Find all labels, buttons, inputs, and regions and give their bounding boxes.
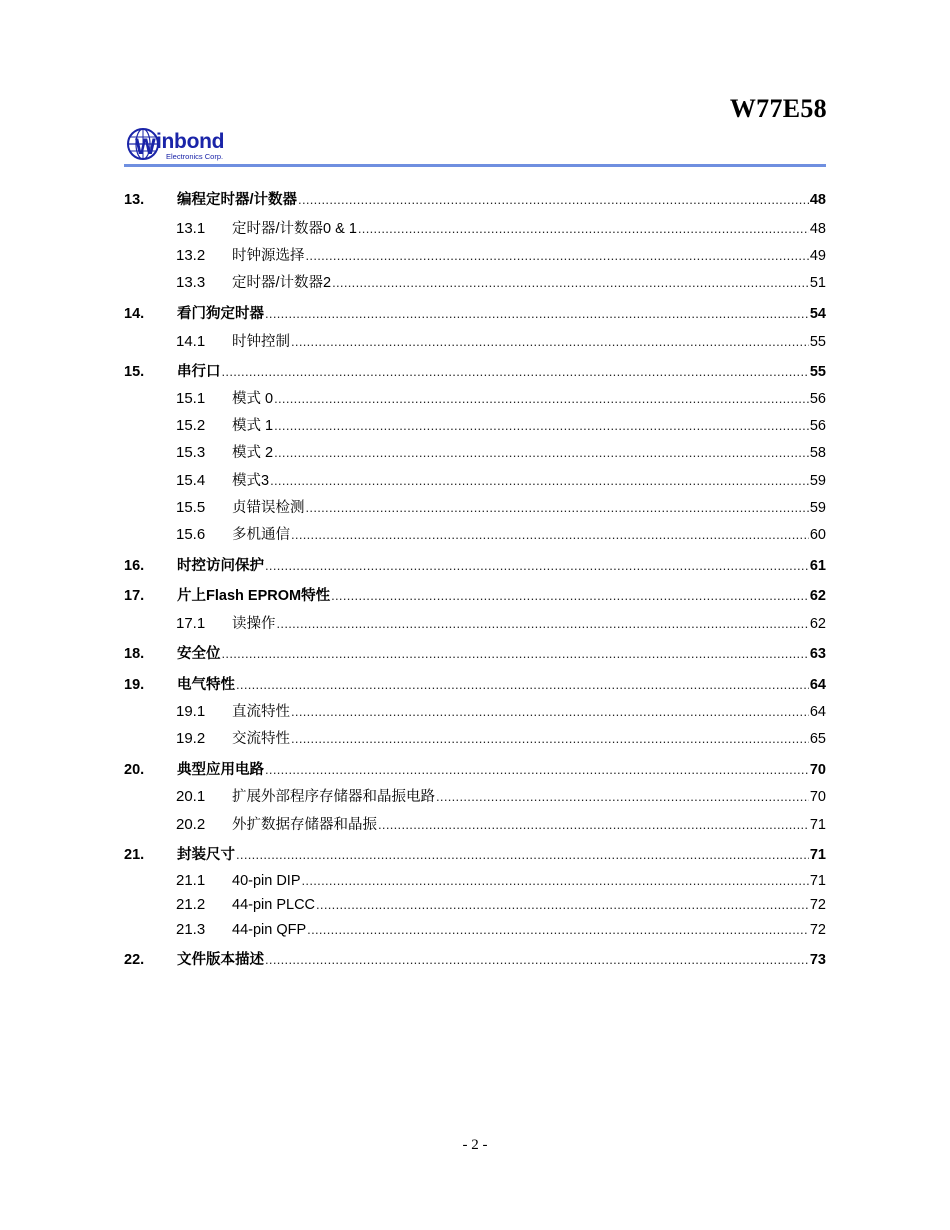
toc-entry-number: 17. xyxy=(124,588,145,604)
toc-entry-subsection[interactable] xyxy=(124,613,826,633)
toc-entry-number: 15.5 xyxy=(176,499,206,516)
toc-entry-title: 模式3 xyxy=(232,473,270,489)
toc-entry-page: 70 xyxy=(809,789,826,805)
toc-entry-number: 16. xyxy=(124,558,145,574)
toc-entry-title: 时钟源选择 xyxy=(232,248,305,264)
toc-entry-title: 模式 1 xyxy=(232,418,274,434)
dot-leader xyxy=(236,676,809,694)
toc-entry-section[interactable] xyxy=(124,303,826,323)
toc-entry-number: 13.1 xyxy=(176,220,206,237)
toc-entry-page: 71 xyxy=(809,847,826,863)
toc-entry-page: 59 xyxy=(809,473,826,489)
toc-entry-title: 看门狗定时器 xyxy=(177,306,264,322)
toc-entry-number: 19. xyxy=(124,677,145,693)
toc-entry-section[interactable] xyxy=(124,949,826,969)
logo-initial: W xyxy=(135,134,156,159)
toc-entry-subsection[interactable] xyxy=(124,388,826,408)
toc-entry-title: 典型应用电路 xyxy=(177,762,264,778)
dot-leader xyxy=(265,557,809,575)
toc-entry-subsection[interactable] xyxy=(124,331,826,351)
toc-entry-title: 串行口 xyxy=(177,364,221,380)
toc-entry-title: 定时器/计数器2 xyxy=(232,275,332,291)
toc-entry-title: 读操作 xyxy=(232,616,276,632)
toc-entry-page: 59 xyxy=(809,500,826,516)
toc-entry-title: 40-pin DIP xyxy=(232,873,301,889)
toc-entry-section[interactable] xyxy=(124,555,826,575)
toc-entry-title: 封装尺寸 xyxy=(177,847,235,863)
dot-leader xyxy=(331,587,809,605)
toc-entry-subsection[interactable] xyxy=(124,218,826,238)
toc-entry-page: 73 xyxy=(809,952,826,968)
toc-entry-subsection[interactable] xyxy=(124,894,826,914)
toc-entry-page: 72 xyxy=(809,922,826,938)
header-rule xyxy=(124,164,826,167)
toc-entry-number: 21. xyxy=(124,847,145,863)
toc-entry-subsection[interactable] xyxy=(124,870,826,890)
dot-leader xyxy=(274,444,809,462)
toc-entry-number: 13.3 xyxy=(176,274,206,291)
toc-entry-page: 56 xyxy=(809,391,826,407)
dot-leader xyxy=(265,305,809,323)
toc-entry-section[interactable] xyxy=(124,643,826,663)
dot-leader xyxy=(265,761,809,779)
toc-entry-title: 44-pin PLCC xyxy=(232,897,316,913)
toc-entry-title: 44-pin QFP xyxy=(232,922,307,938)
document-title: W77E58 xyxy=(729,94,827,123)
toc-entry-number: 21.1 xyxy=(176,872,206,889)
toc-entry-subsection[interactable] xyxy=(124,524,826,544)
toc-entry-number: 15. xyxy=(124,364,145,380)
toc-entry-number: 14. xyxy=(124,306,145,322)
logo-subtitle: Electronics Corp. xyxy=(166,152,224,161)
toc-entry-section[interactable] xyxy=(124,844,826,864)
toc-entry-number: 13.2 xyxy=(176,247,206,264)
toc-entry-page: 58 xyxy=(809,445,826,461)
toc-entry-section[interactable] xyxy=(124,361,826,381)
toc-entry-number: 20. xyxy=(124,762,145,778)
toc-entry-title: 电气特性 xyxy=(177,677,235,693)
toc-entry-subsection[interactable] xyxy=(124,701,826,721)
dot-leader xyxy=(306,247,809,265)
dot-leader xyxy=(436,788,809,806)
toc-entry-subsection[interactable] xyxy=(124,786,826,806)
dot-leader xyxy=(274,390,809,408)
dot-leader xyxy=(274,417,809,435)
toc-entry-page: 54 xyxy=(809,306,826,322)
toc-entry-number: 15.3 xyxy=(176,444,206,461)
dot-leader xyxy=(306,499,809,517)
toc-entry-section[interactable] xyxy=(124,585,826,605)
toc-entry-number: 21.3 xyxy=(176,921,206,938)
toc-entry-number: 14.1 xyxy=(176,333,206,350)
dot-leader xyxy=(291,703,809,721)
toc-entry-page: 55 xyxy=(809,364,826,380)
toc-entry-number: 17.1 xyxy=(176,615,206,632)
toc-entry-number: 15.1 xyxy=(176,390,206,407)
dot-leader xyxy=(302,872,809,890)
toc-entry-subsection[interactable] xyxy=(124,814,826,834)
winbond-logo xyxy=(126,126,256,164)
toc-entry-number: 15.4 xyxy=(176,472,206,489)
toc-entry-title: 模式 2 xyxy=(232,445,274,461)
toc-entry-number: 13. xyxy=(124,192,145,208)
toc-entry-page: 62 xyxy=(809,616,826,632)
toc-entry-subsection[interactable] xyxy=(124,442,826,462)
dot-leader xyxy=(298,191,809,209)
toc-entry-title: 外扩数据存储器和晶振 xyxy=(232,817,377,833)
dot-leader xyxy=(222,645,809,663)
toc-entry-subsection[interactable] xyxy=(124,272,826,292)
toc-entry-page: 56 xyxy=(809,418,826,434)
toc-entry-page: 63 xyxy=(809,646,826,662)
toc-entry-page: 72 xyxy=(809,897,826,913)
dot-leader xyxy=(277,615,809,633)
toc-entry-section[interactable] xyxy=(124,189,826,209)
toc-entry-page: 49 xyxy=(809,248,826,264)
toc-entry-page: 55 xyxy=(809,334,826,350)
toc-entry-subsection[interactable] xyxy=(124,728,826,748)
toc-entry-title: 贞错误检测 xyxy=(232,500,305,516)
toc-entry-title: 片上Flash EPROM特性 xyxy=(177,588,331,604)
toc-entry-title: 模式 0 xyxy=(232,391,274,407)
toc-entry-section[interactable] xyxy=(124,759,826,779)
dot-leader xyxy=(291,730,809,748)
dot-leader xyxy=(291,333,809,351)
dot-leader xyxy=(222,363,809,381)
toc-entry-number: 20.1 xyxy=(176,788,206,805)
toc-entry-page: 64 xyxy=(809,704,826,720)
toc-entry-page: 48 xyxy=(809,221,826,237)
toc-entry-title: 多机通信 xyxy=(232,527,290,543)
toc-entry-title: 编程定时器/计数器 xyxy=(177,192,298,208)
toc-entry-title: 文件版本描述 xyxy=(177,952,264,968)
toc-entry-number: 18. xyxy=(124,646,145,662)
dot-leader xyxy=(291,526,809,544)
dot-leader xyxy=(378,816,809,834)
toc-entry-subsection[interactable] xyxy=(124,919,826,939)
toc-entry-subsection[interactable] xyxy=(124,245,826,265)
toc-entry-title: 扩展外部程序存储器和晶振电路 xyxy=(232,789,435,805)
toc-entry-page: 64 xyxy=(809,677,826,693)
toc-entry-page: 60 xyxy=(809,527,826,543)
toc-entry-page: 71 xyxy=(809,817,826,833)
toc-entry-title: 定时器/计数器0 & 1 xyxy=(232,221,357,237)
toc-entry-section[interactable] xyxy=(124,674,826,694)
dot-leader xyxy=(316,896,809,914)
logo-wordmark: inbond xyxy=(156,130,225,153)
dot-leader xyxy=(236,846,809,864)
toc-entry-page: 61 xyxy=(809,558,826,574)
dot-leader xyxy=(270,472,809,490)
toc-entry-page: 71 xyxy=(809,873,826,889)
toc-entry-page: 65 xyxy=(809,731,826,747)
toc-entry-title: 时控访问保护 xyxy=(177,558,264,574)
dot-leader xyxy=(265,951,809,969)
toc-entry-number: 19.1 xyxy=(176,703,206,720)
toc-entry-page: 48 xyxy=(809,192,826,208)
toc-entry-subsection[interactable] xyxy=(124,415,826,435)
toc-entry-number: 21.2 xyxy=(176,896,206,913)
dot-leader xyxy=(307,921,809,939)
toc-entry-page: 70 xyxy=(809,762,826,778)
toc-entry-title: 时钟控制 xyxy=(232,334,290,350)
toc-entry-title: 安全位 xyxy=(177,646,221,662)
toc-entry-number: 15.2 xyxy=(176,417,206,434)
page-number: - 2 - xyxy=(462,1137,488,1153)
toc-entry-number: 22. xyxy=(124,952,145,968)
dot-leader xyxy=(358,220,809,238)
toc-entry-number: 15.6 xyxy=(176,526,206,543)
toc-entry-number: 19.2 xyxy=(176,730,206,747)
toc-entry-title: 直流特性 xyxy=(232,704,290,720)
toc-entry-page: 51 xyxy=(809,275,826,291)
dot-leader xyxy=(332,274,809,292)
toc-entry-page: 62 xyxy=(809,588,826,604)
toc-entry-subsection[interactable] xyxy=(124,497,826,517)
toc-entry-subsection[interactable] xyxy=(124,470,826,490)
toc-entry-number: 20.2 xyxy=(176,816,206,833)
toc-entry-title: 交流特性 xyxy=(232,731,290,747)
